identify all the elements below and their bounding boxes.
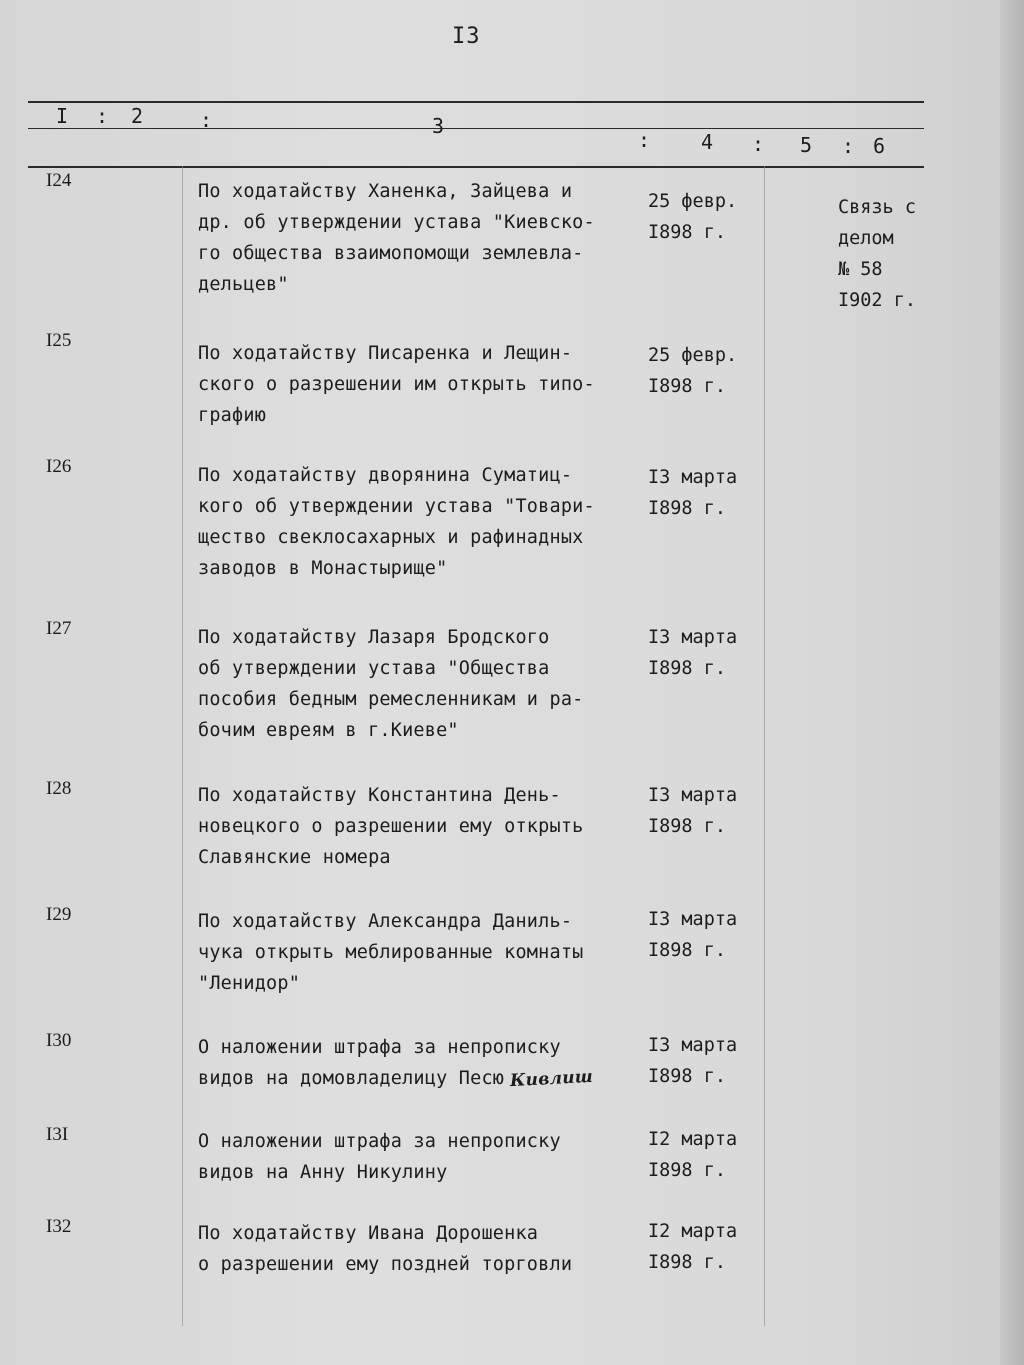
entry-date: I2 марта I898 г. [648,1221,738,1273]
entry-date: I3 марта I898 г. [648,467,738,519]
entry-description: По ходатайству Ивана Дорошенка о разрешении ему поздней торговли [198,1223,573,1275]
column-number: 3 [432,114,445,138]
entry-number: I25 [46,330,72,351]
column-divider [764,166,765,1326]
entry-number: I26 [46,456,72,477]
entry-date: I3 марта I898 г. [648,785,738,837]
entry-number: I24 [46,170,72,191]
entry-description [198,1032,648,1095]
entry-description: О наложении штрафа за непрописку видов на Анну Никулину [198,1131,561,1183]
background-edge [1000,0,1024,1365]
entry-date: 25 февр. I898 г. [648,345,738,397]
header-rule-top [28,101,924,103]
entry-date: I3 марта I898 г. [648,627,738,679]
header-rule-bottom [28,166,924,168]
entry-date: I3 марта I898 г. [648,909,738,961]
entry-number: I27 [46,618,72,639]
entry-number: I3I [46,1124,69,1145]
entry-description: По ходатайству Александра Даниль- чука открыть меблированные комнаты "Ленидор" [198,911,584,994]
column-separator: : [752,132,765,156]
handwritten-surname: Кивлиш [509,1066,594,1092]
entry-number: I29 [46,904,72,925]
entry-date: 25 февр. I898 г. [648,191,738,243]
entry-description: По ходатайству Писаренка и Лещин- ского о разрешении им открыть типо- графию [198,343,595,426]
column-number: 4 [701,130,714,154]
entry-description: По ходатайству Ханенка, Зайцева и др. об утверждении устава "Киевско- го общества взаимопомощи землевла- дельцев" [198,181,595,295]
entry-note: Связь с делом № 58 I902 г. [838,197,916,311]
column-divider [182,166,183,1326]
column-number: 6 [873,134,886,158]
column-separator: : [842,134,855,158]
entry-description: По ходатайству дворянина Суматиц- кого об утверждении устава "Товари- щество свеклосахарных и рафинадных заводов в Монастырище" [198,465,595,579]
column-number: 2 [131,104,144,128]
header-rule-middle [28,128,924,129]
entry-date: I3 марта I898 г. [648,1035,738,1087]
entry-description: По ходатайству Константина День- новецкого о разрешении ему открыть Славянские номера [198,785,584,868]
column-separator: : [96,104,109,128]
entry-number: I30 [46,1030,72,1051]
page-number: I3 [452,24,481,49]
entry-description-text: О наложении штрафа за непрописку видов на домовладелицу Песю [198,1037,561,1089]
column-separator: : [200,108,213,132]
column-number: I [56,104,69,128]
column-number: 5 [800,133,813,157]
entry-description: По ходатайству Лазаря Бродского об утверждении устава "Общества пособия бедным ремесленникам и ра- бочим евреям в г.Киеве" [198,627,584,741]
column-separator: : [638,128,651,152]
entry-number: I28 [46,778,72,799]
entry-date: I2 марта I898 г. [648,1129,738,1181]
entry-number: I32 [46,1216,72,1237]
